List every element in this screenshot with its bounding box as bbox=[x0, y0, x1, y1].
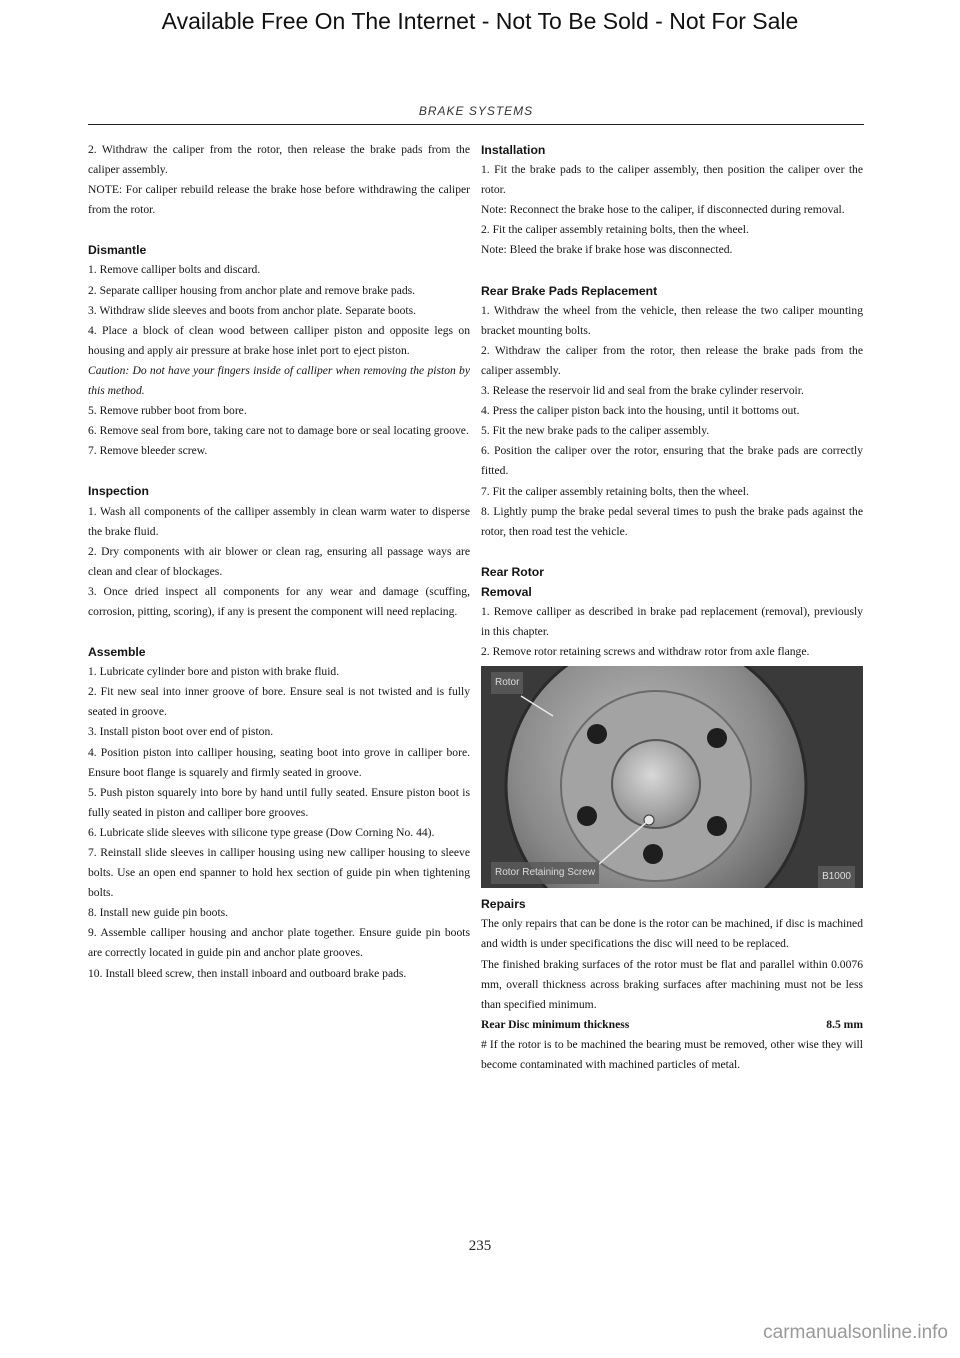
footer-watermark: carmanualsonline.info bbox=[763, 1322, 948, 1343]
installation-step: 1. Fit the brake pads to the caliper assembly, then position the caliper over the rotor. bbox=[481, 163, 863, 197]
repairs-paragraph: The only repairs that can be done is the rotor can be machined, if disc is machined and width is under specifications the disc will need to be replaced. bbox=[481, 917, 863, 951]
inspection-step: 2. Dry components with air blower or clean rag, ensuring all passage ways are clean and clear of blockages. bbox=[88, 544, 470, 578]
removal-subheading: Removal bbox=[481, 584, 532, 599]
assemble-step: 6. Lubricate slide sleeves with silicone type grease (Dow Corning No. 44). bbox=[88, 825, 435, 839]
assemble-step: 2. Fit new seal into inner groove of bore. Ensure seal is not twisted and is fully seated in groove. bbox=[88, 685, 470, 719]
min-thickness-spec bbox=[481, 1015, 863, 1035]
rear-pads-step: 4. Press the caliper piston back into the housing, until it bottoms out. bbox=[481, 404, 800, 418]
rear-pads-step: 5. Fit the new brake pads to the caliper assembly. bbox=[481, 424, 710, 438]
assemble-step: 3. Install piston boot over end of piston. bbox=[88, 725, 274, 739]
rotor-illustration bbox=[481, 666, 863, 888]
dismantle-heading: Dismantle bbox=[88, 243, 147, 258]
dismantle-step: 4. Place a block of clean wood between calliper piston and opposite legs on housing and apply air pressure at brake hose inlet port to eject piston. bbox=[88, 323, 470, 357]
rear-pads-step: 3. Release the reservoir lid and seal from the brake cylinder reservoir. bbox=[481, 384, 804, 398]
installation-heading: Installation bbox=[481, 143, 546, 157]
dismantle-step: 3. Withdraw slide sleeves and boots from anchor plate. Separate boots. bbox=[88, 303, 417, 317]
rotor-label: Rotor bbox=[491, 672, 523, 694]
rear-rotor-heading: Rear Rotor bbox=[481, 564, 544, 579]
right-column bbox=[481, 140, 863, 1075]
intro-note: NOTE: For caliper rebuild release the brake hose before withdrawing the caliper from the rotor. bbox=[88, 183, 470, 217]
rotor-photo bbox=[481, 666, 863, 888]
spec-value: 8.5 mm bbox=[826, 1017, 863, 1031]
inspection-step: 3. Once dried inspect all components for any wear and damage (scuffing, corrosion, pitting, scoring), if any is present the component will need replacing. bbox=[88, 584, 470, 618]
dismantle-step: 5. Remove rubber boot from bore. bbox=[88, 404, 247, 418]
removal-step: 1. Remove calliper as described in brake pad replacement (removal), previously in this chapter. bbox=[481, 604, 863, 639]
inspection-step: 1. Wash all components of the calliper assembly in clean warm water to disperse the brake fluid. bbox=[88, 504, 470, 538]
assemble-step: 1. Lubricate cylinder bore and piston with brake fluid. bbox=[88, 665, 340, 679]
rear-pads-step: 1. Withdraw the wheel from the vehicle, then release the two caliper mounting bracket mounting bolts. bbox=[481, 303, 863, 337]
running-head: BRAKE SYSTEMS bbox=[418, 104, 534, 118]
assemble-step: 5. Push piston squarely into bore by hand until fully seated. Ensure piston boot is fully seated in piston and calliper bore grooves. bbox=[88, 785, 470, 819]
dismantle-step: 6. Remove seal from bore, taking care not to damage bore or seal locating groove. bbox=[88, 424, 469, 438]
installation-note: Note: Bleed the brake if brake hose was disconnected. bbox=[481, 243, 733, 257]
header-rule bbox=[88, 124, 864, 125]
repairs-footnote: # If the rotor is to be machined the bearing must be removed, other wise they will become contaminated with machined particles of metal. bbox=[481, 1037, 863, 1071]
dismantle-step: 7. Remove bleeder screw. bbox=[88, 444, 208, 458]
assemble-step: 4. Position piston into calliper housing, seating boot into grove in calliper bore. Ensure boot flange is squarely and firmly seated in groove. bbox=[88, 745, 470, 779]
figure-code-label: B1000 bbox=[818, 866, 855, 888]
rear-pads-heading: Rear Brake Pads Replacement bbox=[481, 283, 658, 298]
left-column bbox=[88, 140, 470, 984]
assemble-heading: Assemble bbox=[88, 645, 146, 660]
intro-step: 2. Withdraw the caliper from the rotor, then release the brake pads from the caliper assembly. bbox=[88, 143, 470, 177]
assemble-step: 9. Assemble calliper housing and anchor plate together. Ensure guide pin boots are correctly located in guide pin and anchor plate grooves. bbox=[88, 926, 470, 960]
assemble-step: 10. Install bleed screw, then install inboard and outboard brake pads. bbox=[88, 966, 407, 980]
inspection-heading: Inspection bbox=[88, 484, 149, 499]
repairs-paragraph: The finished braking surfaces of the rotor must be flat and parallel within 0.0076 mm, overall thickness across braking surfaces after machining must not be less than specified minimum. bbox=[481, 957, 863, 1011]
dismantle-caution: Caution: Do not have your fingers inside of calliper when removing the piston by this method. bbox=[88, 363, 470, 398]
rear-pads-step: 8. Lightly pump the brake pedal several times to push the brake pads against the rotor, then road test the vehicle. bbox=[481, 504, 863, 538]
page-banner: Available Free On The Internet - Not To Be Sold - Not For Sale bbox=[161, 8, 799, 34]
rear-pads-step: 7. Fit the caliper assembly retaining bolts, then the wheel. bbox=[481, 484, 749, 498]
page-number: 235 bbox=[468, 1238, 492, 1254]
installation-note: Note: Reconnect the brake hose to the caliper, if disconnected during removal. bbox=[481, 203, 845, 217]
removal-step: 2. Remove rotor retaining screws and withdraw rotor from axle flange. bbox=[481, 645, 810, 659]
assemble-step: 7. Reinstall slide sleeves in calliper housing using new calliper housing to sleeve bolts. Use an open end spanner to hold hex section of guide pin when tightening bolts. bbox=[88, 846, 470, 900]
assemble-step: 8. Install new guide pin boots. bbox=[88, 906, 229, 920]
retaining-screw-label: Rotor Retaining Screw bbox=[491, 862, 599, 884]
repairs-heading: Repairs bbox=[481, 897, 526, 912]
rear-pads-step: 2. Withdraw the caliper from the rotor, then release the brake pads from the caliper assembly. bbox=[481, 343, 863, 377]
installation-step: 2. Fit the caliper assembly retaining bolts, then the wheel. bbox=[481, 223, 749, 237]
rear-pads-step: 6. Position the caliper over the rotor, ensuring that the brake pads are correctly fitted. bbox=[481, 444, 863, 478]
spec-label: Rear Disc minimum thickness bbox=[481, 1017, 630, 1031]
dismantle-step: 2. Separate calliper housing from anchor plate and remove brake pads. bbox=[88, 283, 416, 297]
dismantle-step: 1. Remove calliper bolts and discard. bbox=[88, 263, 261, 277]
